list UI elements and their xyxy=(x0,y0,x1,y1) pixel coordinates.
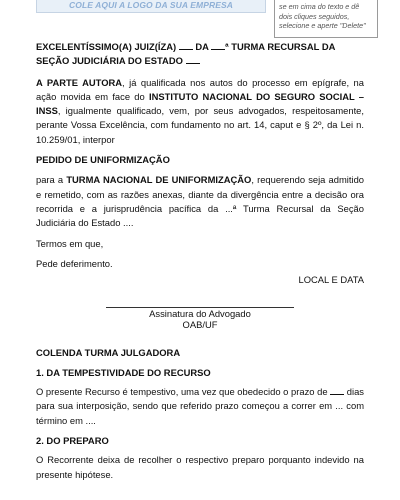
heading-blank-1 xyxy=(179,40,193,50)
intro-text2: , igualmente qualificado, vem, por seus advogados, respeitosamente, perante Vossa Excelência, com fundamento no art. 14, caput e § 2º, da Lei n. 10.259/01, interpor xyxy=(36,105,364,145)
intro-entity: INSTITUTO NACIONAL DO SEGURO SOCIAL – INSS xyxy=(36,90,365,117)
request-entity: TURMA NACIONAL DE UNIFORMIZAÇÃO xyxy=(66,174,252,186)
heading-part1: EXCELENTÍSSIMO(A) JUIZ(ÍZA) xyxy=(36,41,177,52)
instruction-hint: se em cima do texto e dê dois cliques seguidos, selecione e aperte "Delete" xyxy=(274,0,378,38)
section1-paragraph xyxy=(36,385,364,428)
heading-blank-2 xyxy=(211,40,225,50)
intro-lead: A PARTE AUTORA xyxy=(36,76,123,88)
petition-document xyxy=(36,40,364,482)
signature-oab: OAB/UF xyxy=(182,319,218,331)
request-paragraph xyxy=(36,173,364,230)
place-date: LOCAL E DATA xyxy=(298,274,364,286)
panel-title: COLENDA TURMA JULGADORA xyxy=(36,347,181,359)
heading-part3: ª TURMA RECURSAL DA SEÇÃO JUDICIÁRIA DO ESTADO xyxy=(36,41,336,67)
request-title: PEDIDO DE UNIFORMIZAÇÃO xyxy=(36,154,170,166)
section1-blank xyxy=(330,385,344,395)
signature-name: Assinatura do Advogado xyxy=(149,308,251,320)
heading-blank-3 xyxy=(186,54,200,64)
intro-paragraph xyxy=(36,76,364,147)
section1-text-a: O presente Recurso é tempestivo, uma vez que obedecido o prazo de xyxy=(36,386,328,398)
request-text2: , requerendo seja admitido e remetido, com as razões anexas, diante da divergência entre a decisão ora recorrida e a jurisprudência pacífica da ...ª Turma Recursal da Seção Judiciária do Estado .... xyxy=(36,174,364,229)
intro-text1: , já qualificada nos autos do processo em epígrafe, na ação movida em face do xyxy=(36,76,364,102)
section2-title: 2. DO PREPARO xyxy=(36,434,109,446)
heading xyxy=(36,40,364,69)
closing-terms: Termos em que, xyxy=(36,237,104,249)
section1-title: 1. DA TEMPESTIVIDADE DO RECURSO xyxy=(36,366,211,378)
logo-placeholder: COLE AQUI A LOGO DA SUA EMPRESA xyxy=(36,0,266,13)
closing-request: Pede deferimento. xyxy=(36,257,113,269)
heading-part2: DA xyxy=(195,41,209,52)
section1-text-b: dias para sua interposição, sendo que referido prazo começou a correr em ... com término em .... xyxy=(36,386,364,426)
section2-paragraph: O Recorrente deixa de recolher o respectivo preparo porquanto indevido na presente hipótese. xyxy=(36,454,364,480)
request-text1: para a xyxy=(36,174,67,186)
